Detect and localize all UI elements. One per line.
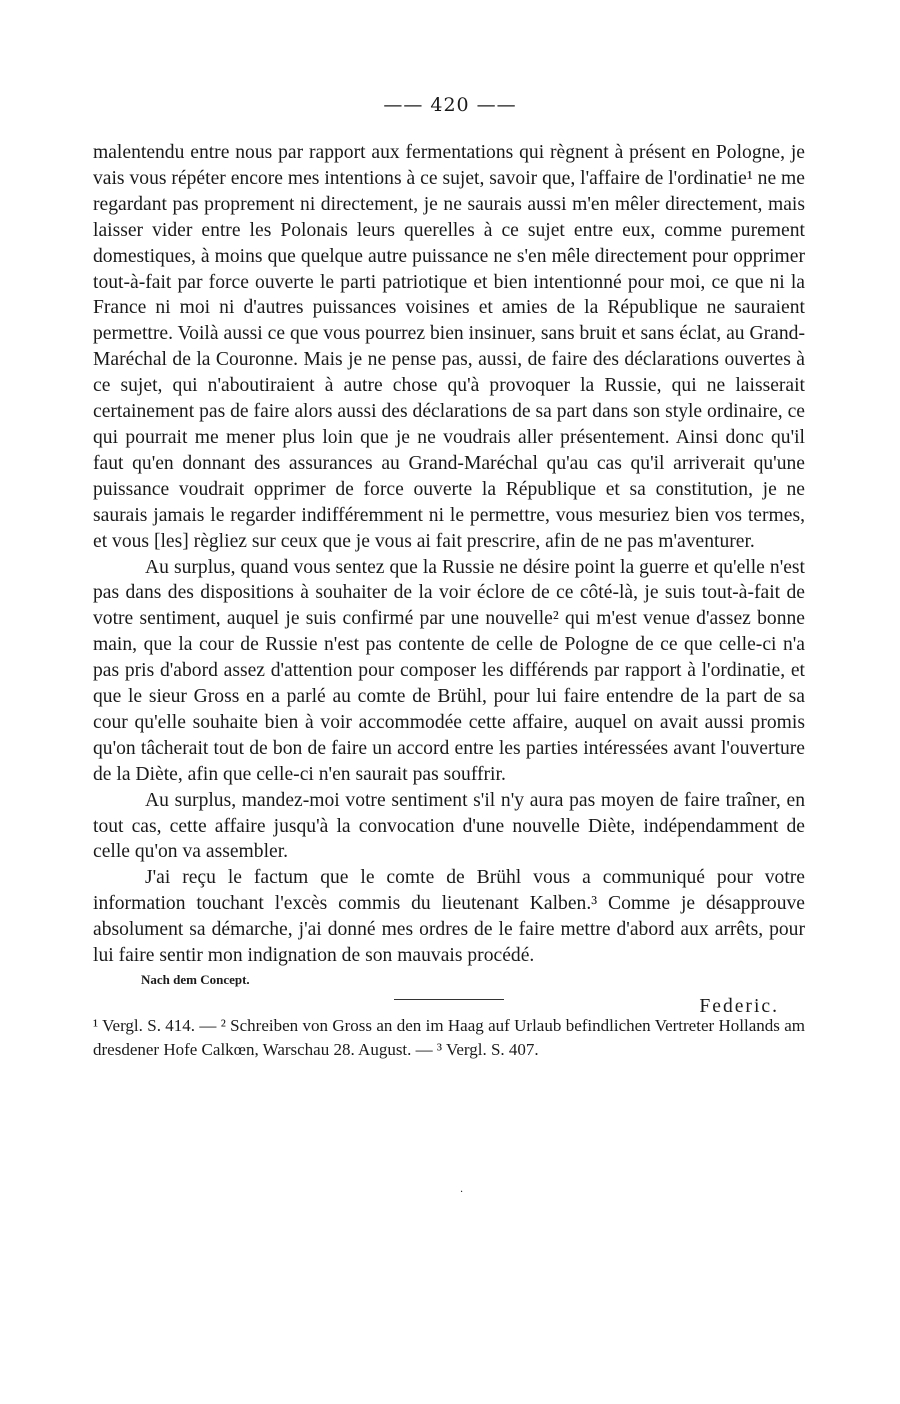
- signature: Federic.: [699, 996, 779, 1018]
- footnotes: ¹ Vergl. S. 414. — ² Schreiben von Gross an den im Haag auf Urlaub befindlichen Vertreter Hollands am dresdener Hofe Calkœn, Warschau 28. August. — ³ Vergl. S. 407.: [93, 1016, 805, 1059]
- printer-dot: ·: [460, 1187, 464, 1198]
- footnote-divider: [394, 999, 504, 1000]
- paragraph-4: J'ai reçu le factum que le comte de Brühl vous a communiqué pour votre information touchant l'excès commis du lieutenant Kalben.³ Comme je désapprouve absolument sa démarche, j'ai donné mes ordres de le faire mettre d'abord aux arrêts, pour lui faire sentir mon indignation de son mauvais procédé.: [93, 867, 805, 967]
- page-number: —— 420 ——: [383, 94, 517, 116]
- letter-body: [93, 140, 805, 1061]
- paragraph-3: Au surplus, mandez-moi votre sentiment s'il n'y aura pas moyen de faire traîner, en tout cas, cette affaire jusqu'à la convocation d'une nouvelle Diète, indépendamment de celle qu'on va assembler.: [93, 789, 805, 863]
- paragraph-1: malentendu entre nous par rapport aux fermentations qui règnent à présent en Pologne, je vais vous répéter encore mes intentions à ce sujet, savoir que, l'affaire de l'ordinatie¹ ne me regardant pas proprement ni directement, je ne saurais aussi m'en mêler directement, mais laisser vider entre les Polonais leurs querelles à ce sujet entre eux, comme purement domestiques, à moins que quelque autre puissance ne s'en mêle directement pour opprimer tout-à-fait par force ouverte le parti patriotique et bien intentionné pour moi, ce que ni la France ni moi ni d'autres puissances voisines et amies de la République ne sauraient permettre. Voilà aussi ce que vous pourrez bien insinuer, sans bruit et sans éclat, au Grand-Maréchal de la Couronne. Mais je ne pense pas, aussi, de faire des déclarations ouvertes à ce sujet, qui n'aboutiraient à autre chose qu'à provoquer la Russie, qui ne laisserait certainement pas de faire alors aussi des déclarations de sa part dans son style ordinaire, ce qui pourrait me mener plus loin que je ne voudrais aller présentement. Ainsi donc qu'il faut qu'en donnant des assurances au Grand-Maréchal qu'au cas qu'il arriverait qu'une puissance voudrait opprimer de force ouverte la République et sa constitution, je ne saurais jamais le regarder indifféremment ni le permettre, vous mesuriez bien vos termes, et vous [les] règliez sur ceux que je vous ai fait prescrire, afin de ne pas m'aventurer.: [93, 142, 805, 552]
- source-note: Nach dem Concept.: [141, 972, 250, 987]
- paragraph-2: Au surplus, quand vous sentez que la Russie ne désire point la guerre et qu'elle n'est pas dans des dispositions à souhaiter de la voir éclore de ce côté-là, je suis tout-à-fait de votre sentiment, auquel je suis confirmé par une nouvelle² qui m'est venue d'assez bonne main, que la cour de Russie n'est pas contente de celle de Pologne de ce que celle-ci n'a pas pris d'abord assez d'attention pour composer les différends par rapport à l'ordinatie, et que le sieur Gross en a parlé au comte de Brühl, pour lui faire entendre de la part de sa cour qu'elle souhaite bien à voir accommodée cette affaire, auquel on avait aussi promis qu'on tâcherait tout de bon de faire un accord entre les parties intéressées avant l'ouverture de la Diète, afin que celle-ci n'en saurait pas souffrir.: [93, 556, 805, 785]
